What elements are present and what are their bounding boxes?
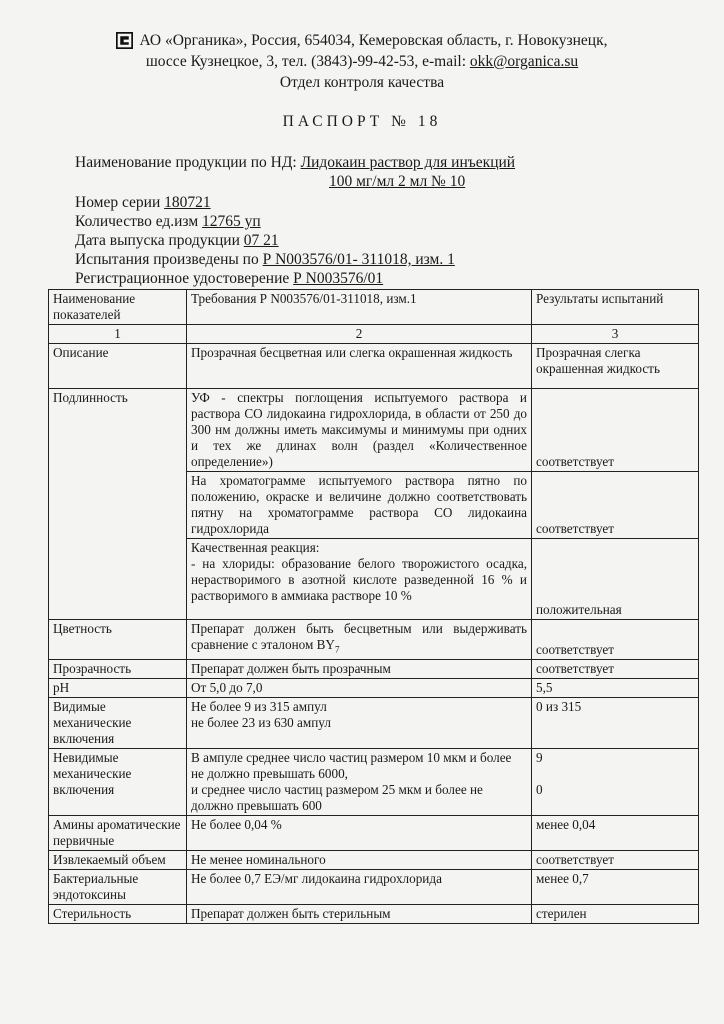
row-name: Видимые механические включения	[49, 697, 187, 748]
row-result: 9 0	[532, 748, 699, 815]
column-number: 2	[187, 325, 532, 344]
row-name: pH	[49, 678, 187, 697]
column-header: Наименование показателей	[49, 290, 187, 325]
row-result: 0 из 315	[532, 697, 699, 748]
header-line2: шоссе Кузнецкое, 3, тел. (3843)-99-42-53, e-mail: okk@organica.su	[145, 53, 579, 70]
series-row: Номер серии 180721	[75, 194, 211, 211]
table-row	[49, 869, 699, 904]
row-name: Невидимые механические включения	[49, 748, 187, 815]
column-header: Результаты испытаний	[532, 290, 699, 325]
release-date-value: 07 21	[243, 232, 279, 249]
row-name: Описание	[49, 344, 187, 389]
column-number: 1	[49, 325, 187, 344]
tests-row: Испытания произведены по Р N003576/01- 311018, изм. 1	[75, 251, 455, 268]
row-result: соответствует	[532, 389, 699, 472]
registration-row: Регистрационное удостоверение Р N003576/01	[75, 270, 384, 287]
email-link[interactable]: okk@organica.su	[469, 53, 579, 70]
registration-value: Р N003576/01	[293, 270, 384, 287]
row-requirement: Качественная реакция: - на хлориды: образование белого творожистого осадка, нерастворимого в азотной кислоте разведенной 16 % и растворимого в аммиака растворе 10 %	[187, 539, 532, 620]
specification-table	[48, 289, 699, 924]
row-result: соответствует	[532, 850, 699, 869]
table-row	[49, 697, 699, 748]
header-department: Отдел контроля качества	[279, 74, 445, 91]
product-info	[75, 153, 515, 288]
table-row	[49, 815, 699, 850]
row-requirement: Препарат должен быть бесцветным или выдерживать сравнение с эталоном $BY_7$	[187, 620, 532, 660]
row-requirement: Не менее номинального	[187, 850, 532, 869]
series-value: 180721	[164, 194, 211, 211]
company-header	[0, 30, 724, 93]
row-name: Подлинность	[49, 389, 187, 620]
row-requirement: На хроматограмме испытуемого раствора пятно по положению, окраске и величине должно соответствовать пятну на хроматограмме раствора СО лидокаина гидрохлорида	[187, 472, 532, 539]
product-name-row: Наименование продукции по НД: Лидокаин раствор для инъекций	[75, 154, 516, 171]
quantity-value: 12765 уп	[202, 213, 261, 230]
table-row	[49, 620, 699, 660]
table-header-row	[49, 290, 699, 325]
table-row	[49, 904, 699, 923]
release-date-row: Дата выпуска продукции 07 21	[75, 232, 279, 249]
product-name-row-2	[75, 172, 515, 191]
row-requirement: Не более 0,7 ЕЭ/мг лидокаина гидрохлорида	[187, 869, 532, 904]
tests-value: Р N003576/01- 311018, изм. 1	[262, 251, 455, 268]
column-header: Требования Р N003576/01-311018, изм.1	[187, 290, 532, 325]
row-name: Извлекаемый объем	[49, 850, 187, 869]
row-requirement: Не более 9 из 315 ампул не более 23 из 630 ампул	[187, 697, 532, 748]
row-requirement: В ампуле среднее число частиц размером 10 мкм и более не должно превышать 6000, и среднее число частиц размером 25 мкм и более не должно превышать 600	[187, 748, 532, 815]
table-row	[49, 748, 699, 815]
row-name: Стерильность	[49, 904, 187, 923]
row-result: соответствует	[532, 472, 699, 539]
table-row	[49, 850, 699, 869]
row-name: Бактериальные эндотоксины	[49, 869, 187, 904]
product-name-value: Лидокаин раствор для инъекций	[300, 154, 516, 171]
table-row	[49, 659, 699, 678]
row-requirement: Препарат должен быть стерильным	[187, 904, 532, 923]
quantity-row: Количество ед.изм 12765 уп	[75, 213, 261, 230]
table-row	[49, 389, 699, 472]
header-line1: АО «Органика», Россия, 654034, Кемеровская область, г. Новокузнецк,	[139, 32, 608, 49]
row-requirement: От 5,0 до 7,0	[187, 678, 532, 697]
column-number-row	[49, 325, 699, 344]
product-dosage-value: 100 мг/мл 2 мл № 10	[329, 173, 466, 190]
row-result: соответствует	[532, 659, 699, 678]
company-logo-icon	[116, 32, 133, 49]
row-name: Амины ароматические первичные	[49, 815, 187, 850]
row-requirement: Препарат должен быть прозрачным	[187, 659, 532, 678]
row-result: менее 0,7	[532, 869, 699, 904]
row-requirement: УФ - спектры поглощения испытуемого раствора и раствора СО лидокаина гидрохлорида, в области от 250 до 300 нм должны иметь максимумы и минимумы при одних и тех же длинах волн (раздел «Количественное определение»)	[187, 389, 532, 472]
table-row	[49, 344, 699, 389]
row-result: соответствует	[532, 620, 699, 660]
row-result: 5,5	[532, 678, 699, 697]
row-requirement: Прозрачная бесцветная или слегка окрашенная жидкость	[187, 344, 532, 389]
column-number: 3	[532, 325, 699, 344]
page-title: ПАСПОРТ № 18	[282, 113, 442, 130]
row-result: менее 0,04	[532, 815, 699, 850]
row-name: Цветность	[49, 620, 187, 660]
row-result: стерилен	[532, 904, 699, 923]
row-result: Прозрачная слегка окрашенная жидкость	[532, 344, 699, 389]
row-result: положительная	[532, 539, 699, 620]
row-name: Прозрачность	[49, 659, 187, 678]
row-requirement: Не более 0,04 %	[187, 815, 532, 850]
table-row	[49, 678, 699, 697]
